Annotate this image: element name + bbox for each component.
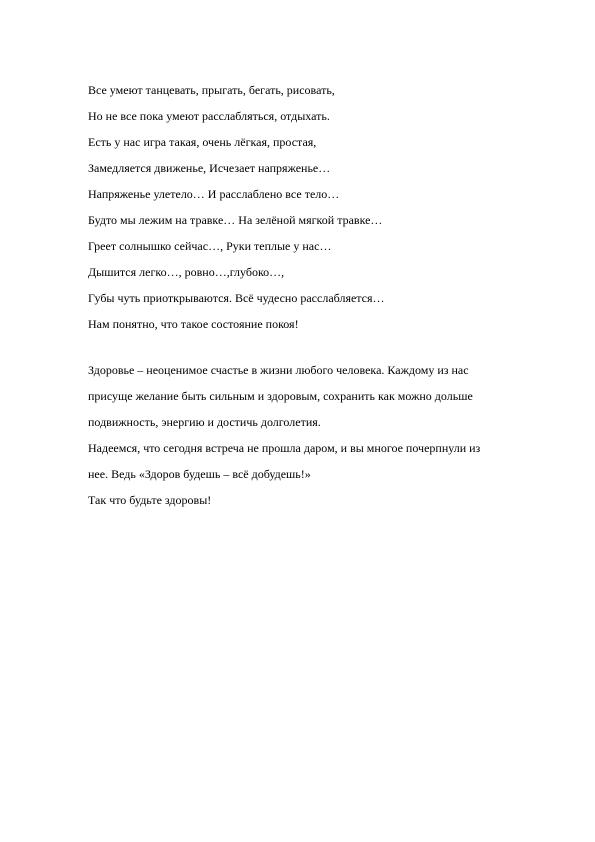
poem-line: Нам понятно, что такое состояние покоя! [88,317,299,331]
poem-line: Есть у нас игра такая, очень лёгкая, простая, [88,135,317,149]
poem-line: Замедляется движенье, Исчезает напряженье… [88,161,331,175]
poem-line: Все умеют танцевать, прыгать, бегать, рисовать, [88,83,335,97]
prose-line: Надеемся, что сегодня встреча не прошла даром, и вы многое почерпнули из [88,441,481,455]
prose-line: Так что будьте здоровы! [88,493,212,507]
prose-line: подвижность, энергию и достичь долголетия. [88,415,321,429]
prose-block [88,357,548,513]
poem-line: Будто мы лежим на травке… На зелёной мягкой травке… [88,213,383,227]
prose-line: Здоровье – неоценимое счастье в жизни любого человека. Каждому из нас [88,363,469,377]
prose-line: нее. Ведь «Здоров будешь – всё добудешь!» [88,467,311,481]
poem-block [88,77,548,337]
poem-line: Губы чуть приоткрываются. Всё чудесно расслабляется… [88,291,385,305]
poem-line: Греет солнышко сейчас…, Руки теплые у нас… [88,239,332,253]
poem-line: Но не все пока умеют расслабляться, отдыхать. [88,109,330,123]
prose-line: присуще желание быть сильным и здоровым, сохранить как можно дольше [88,389,473,403]
poem-line: Дышится легко…, ровно…,глубоко…, [88,265,285,279]
poem-line: Напряженье улетело… И расслаблено все тело… [88,187,340,201]
